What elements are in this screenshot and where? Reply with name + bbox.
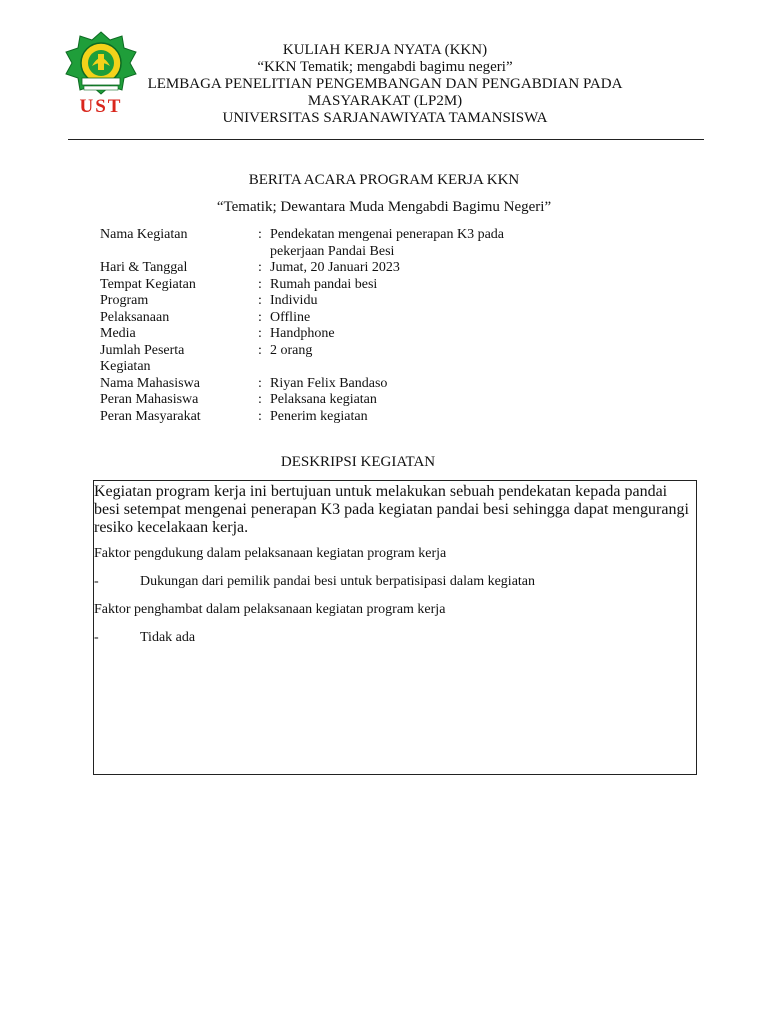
activity-info-table <box>100 227 620 425</box>
info-label: Hari & Tanggal <box>100 260 188 275</box>
info-separator: : <box>258 293 262 308</box>
info-separator: : <box>258 227 262 242</box>
header-line: KULIAH KERJA NYATA (KKN) <box>282 42 488 58</box>
info-label: Nama Kegiatan <box>100 227 188 242</box>
info-label: Program <box>100 293 149 308</box>
info-row <box>100 293 620 310</box>
header-line: LEMBAGA PENELITIAN PENGEMBANGAN DAN PENGABDIAN PADA <box>147 76 623 92</box>
supporting-factor-text: Dukungan dari pemilik pandai besi untuk berpatisipasi dalam kegiatan <box>140 574 536 589</box>
header-line: “KKN Tematik; mengabdi bagimu negeri” <box>257 59 513 75</box>
info-value: Handphone <box>270 326 335 341</box>
logo-text: UST <box>79 96 123 117</box>
info-separator: : <box>258 309 262 325</box>
info-label: Peran Masyarakat <box>100 408 201 424</box>
info-separator: : <box>258 342 262 358</box>
info-value: Rumah pandai besi <box>270 276 378 292</box>
info-row <box>100 343 620 376</box>
inhibiting-factor-heading: Faktor penghambat dalam pelaksanaan kegiatan program kerja <box>94 602 446 617</box>
info-value: Penerim kegiatan <box>270 408 368 424</box>
info-row <box>100 260 620 277</box>
header-line: MASYARAKAT (LP2M) <box>307 93 463 109</box>
inhibiting-factor-item <box>94 630 195 646</box>
info-separator: : <box>258 392 262 407</box>
info-separator: : <box>258 326 262 341</box>
info-value: Jumat, 20 Januari 2023 <box>270 260 400 275</box>
info-label: Pelaksanaan <box>100 309 170 325</box>
info-row <box>100 227 620 260</box>
info-value: Pendekatan mengenai penerapan K3 pada pekerjaan Pandai Besi <box>270 227 505 259</box>
bullet-dash: - <box>94 574 99 589</box>
info-row <box>100 326 620 343</box>
info-separator: : <box>258 408 262 424</box>
info-label: Nama Mahasiswa <box>100 375 200 391</box>
document-title: BERITA ACARA PROGRAM KERJA KKN <box>248 172 520 188</box>
info-separator: : <box>258 260 262 275</box>
info-row <box>100 310 620 327</box>
info-label: Peran Mahasiswa <box>100 392 199 407</box>
info-value: Pelaksana kegiatan <box>270 392 377 407</box>
info-separator: : <box>258 276 262 292</box>
info-row <box>100 409 620 426</box>
info-label: Media <box>100 326 136 341</box>
info-value: Riyan Felix Bandaso <box>270 375 388 391</box>
info-value: 2 orang <box>270 342 313 358</box>
info-label: Jumlah Peserta Kegiatan <box>100 342 185 374</box>
description-box <box>93 480 697 775</box>
bullet-dash: - <box>94 630 99 645</box>
supporting-factor-heading: Faktor pengdukung dalam pelaksanaan kegiatan program kerja <box>94 546 447 561</box>
inhibiting-factor-text: Tidak ada <box>140 630 196 645</box>
header-line: UNIVERSITAS SARJANAWIYATA TAMANSISWA <box>222 110 548 126</box>
document-subtitle: “Tematik; Dewantara Muda Mengabdi Bagimu Negeri” <box>216 199 552 215</box>
description-main-text: Kegiatan program kerja ini bertujuan untuk melakukan sebuah pendekatan kepada pandai besi setempat mengenai penerapan K3 pada kegiatan pandai besi sehingga dapat mengurangi resiko kecelakaan kerja. <box>94 483 689 536</box>
info-value: Individu <box>270 293 318 308</box>
info-label: Tempat Kegiatan <box>100 276 196 292</box>
letterhead <box>120 42 650 127</box>
description-heading: DESKRIPSI KEGIATAN <box>280 454 436 470</box>
info-separator: : <box>258 375 262 391</box>
supporting-factor-item <box>94 574 535 590</box>
info-row <box>100 392 620 409</box>
info-row <box>100 277 620 294</box>
info-value: Offline <box>270 309 311 325</box>
header-divider <box>68 139 704 140</box>
info-row <box>100 376 620 393</box>
